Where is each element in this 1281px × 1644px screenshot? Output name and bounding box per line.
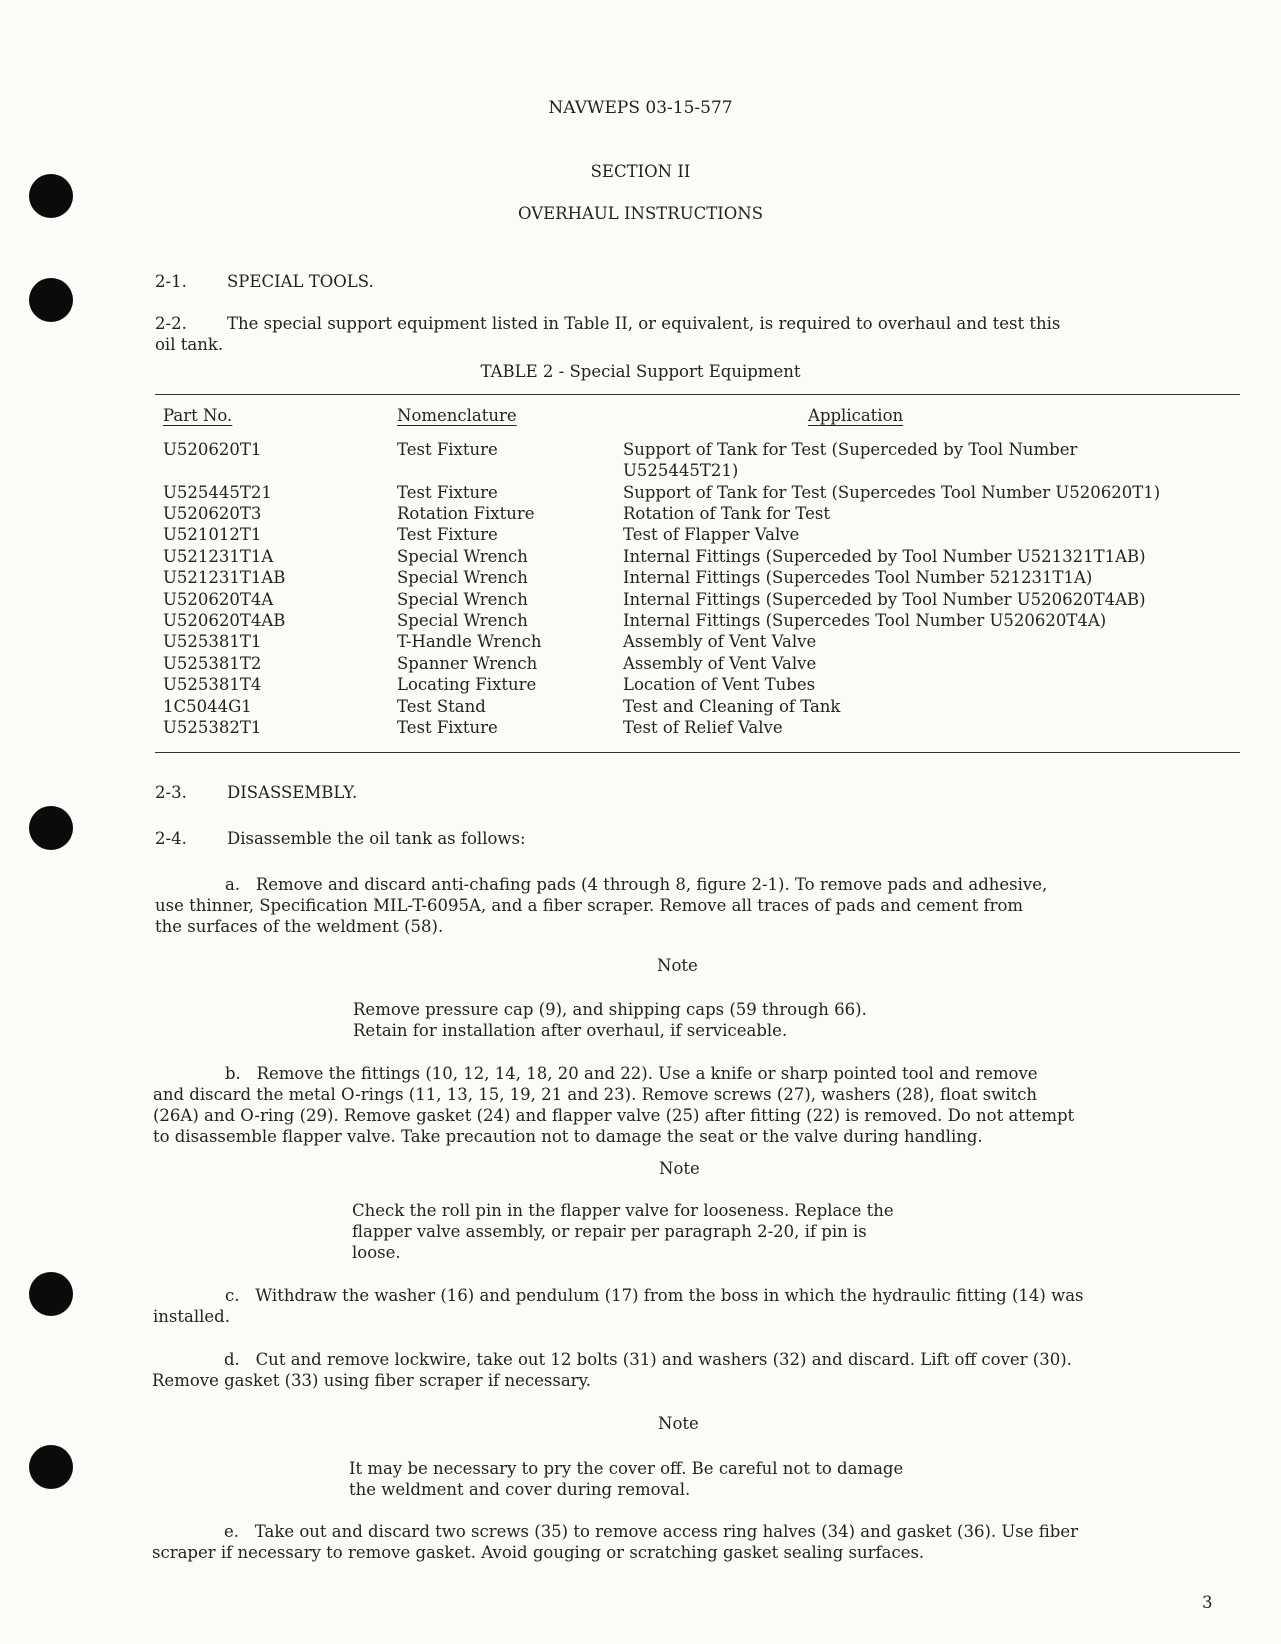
nomenclature: Test Fixture <box>397 483 498 502</box>
application: Assembly of Vent Valve <box>623 632 817 651</box>
part-number: U521231T1AB <box>163 568 286 587</box>
step-line: to disassemble flapper valve. Take precaution not to damage the seat or the valve during handling. <box>153 1127 983 1146</box>
step-b <box>153 1063 1074 1147</box>
step-line: Withdraw the washer (16) and pendulum (17) from the boss in which the hydraulic fitting (14) was <box>255 1286 1084 1305</box>
column-header-part-no: Part No. <box>163 406 233 425</box>
table-row <box>0 504 1281 526</box>
note-line: Remove pressure cap (9), and shipping caps (59 through 66). <box>353 1000 867 1019</box>
nomenclature: Test Fixture <box>397 525 498 544</box>
application: Assembly of Vent Valve <box>623 654 817 673</box>
column-header-application: Application <box>808 406 904 425</box>
note-line: It may be necessary to pry the cover off. Be careful not to damage <box>349 1459 904 1478</box>
part-number: U525381T2 <box>163 654 262 673</box>
table-row <box>0 440 1281 462</box>
note-line: Check the roll pin in the flapper valve for looseness. Replace the <box>352 1201 894 1220</box>
step-line: Cut and remove lockwire, take out 12 bolts (31) and washers (32) and discard. Lift off cover (30). <box>255 1350 1072 1369</box>
paragraph-number: 2-3. <box>155 783 187 802</box>
nomenclature: Test Fixture <box>397 440 498 459</box>
table-row <box>0 525 1281 547</box>
nomenclature: Rotation Fixture <box>397 504 535 523</box>
binder-hole-3 <box>29 806 73 850</box>
binder-hole-5 <box>29 1445 73 1489</box>
note-title: Note <box>659 1159 700 1178</box>
part-number: 1C5044G1 <box>163 697 252 716</box>
paragraph-2-1 <box>155 272 374 291</box>
table-row <box>0 547 1281 569</box>
part-number: U525381T4 <box>163 675 262 694</box>
part-number: U521231T1A <box>163 547 274 566</box>
step-line: (26A) and O-ring (29). Remove gasket (24) and flapper valve (25) after fitting (22) is removed. Do not attempt <box>153 1106 1075 1125</box>
application: Internal Fittings (Superceded by Tool Number U521321T1AB) <box>623 547 1146 566</box>
page-number: 3 <box>1202 1593 1213 1612</box>
paragraph-title: SPECIAL TOOLS. <box>227 272 374 291</box>
paragraph-number: 2-4. <box>155 829 187 848</box>
nomenclature: Spanner Wrench <box>397 654 538 673</box>
section-heading: SECTION II <box>590 162 691 181</box>
step-e <box>152 1521 1078 1563</box>
nomenclature: Special Wrench <box>397 568 528 587</box>
step-label: b. <box>225 1064 241 1083</box>
paragraph-2-2 <box>155 313 1060 355</box>
application: Test and Cleaning of Tank <box>623 697 841 716</box>
step-line: Take out and discard two screws (35) to remove access ring halves (34) and gasket (36). Use fiber <box>254 1522 1078 1541</box>
step-c <box>153 1285 1084 1327</box>
application: Test of Flapper Valve <box>623 525 800 544</box>
note-body <box>352 1200 894 1263</box>
note-body <box>349 1458 903 1500</box>
part-number: U521012T1 <box>163 525 262 544</box>
application: Rotation of Tank for Test <box>623 504 831 523</box>
step-label: d. <box>224 1350 240 1369</box>
table-header-row <box>0 406 1281 428</box>
part-number: U520620T4A <box>163 590 274 609</box>
step-d <box>152 1349 1072 1391</box>
note-line: the weldment and cover during removal. <box>349 1480 691 1499</box>
table-row <box>0 697 1281 719</box>
application: Internal Fittings (Superceded by Tool Number U520620T4AB) <box>623 590 1146 609</box>
step-line: scraper if necessary to remove gasket. Avoid gouging or scratching gasket sealing surfaces. <box>152 1543 925 1562</box>
step-line: and discard the metal O-rings (11, 13, 15, 19, 21 and 23). Remove screws (27), washers (28), float switch <box>153 1085 1038 1104</box>
column-header-nomenclature: Nomenclature <box>397 406 517 425</box>
part-number: U525382T1 <box>163 718 262 737</box>
nomenclature: Special Wrench <box>397 547 528 566</box>
paragraph-number: 2-2. <box>155 314 187 333</box>
part-number: U525381T1 <box>163 632 262 651</box>
table-bottom-rule <box>155 752 1240 753</box>
paragraph-2-4 <box>155 829 526 848</box>
note-title: Note <box>658 1414 699 1433</box>
paragraph-text: Disassemble the oil tank as follows: <box>227 829 526 848</box>
part-number: U520620T4AB <box>163 611 286 630</box>
application: Test of Relief Valve <box>623 718 783 737</box>
part-number: U520620T3 <box>163 504 262 523</box>
table-top-rule <box>155 394 1240 395</box>
table-row <box>0 611 1281 633</box>
binder-hole-4 <box>29 1272 73 1316</box>
note-line: flapper valve assembly, or repair per paragraph 2-20, if pin is <box>352 1222 867 1241</box>
nomenclature: T-Handle Wrench <box>397 632 542 651</box>
nomenclature: Test Fixture <box>397 718 498 737</box>
paragraph-line: oil tank. <box>155 335 224 354</box>
nomenclature: Test Stand <box>397 697 486 716</box>
application: Internal Fittings (Supercedes Tool Number U520620T4A) <box>623 611 1107 630</box>
note-line: Retain for installation after overhaul, if serviceable. <box>353 1021 788 1040</box>
table-row <box>0 483 1281 505</box>
table-row <box>0 568 1281 590</box>
document-number: NAVWEPS 03-15-577 <box>548 98 733 118</box>
part-number: U525445T21 <box>163 483 272 502</box>
binder-hole-2 <box>29 278 73 322</box>
step-line: Remove and discard anti-chafing pads (4 through 8, figure 2-1). To remove pads and adhesive, <box>255 875 1048 894</box>
step-line: the surfaces of the weldment (58). <box>155 917 444 936</box>
application: Support of Tank for Test (Superceded by Tool Number <box>623 440 1078 459</box>
application: Location of Vent Tubes <box>623 675 816 694</box>
nomenclature: Locating Fixture <box>397 675 537 694</box>
step-line: installed. <box>153 1307 230 1326</box>
table-row-continuation <box>0 461 1281 483</box>
nomenclature: Special Wrench <box>397 590 528 609</box>
paragraph-title: DISASSEMBLY. <box>227 783 358 802</box>
table-row <box>0 590 1281 612</box>
section-title: OVERHAUL INSTRUCTIONS <box>517 204 764 223</box>
step-label: e. <box>224 1522 240 1541</box>
table-row <box>0 632 1281 654</box>
step-label: a. <box>225 875 241 894</box>
table-row <box>0 675 1281 697</box>
note-body <box>353 999 867 1041</box>
step-line: Remove the fittings (10, 12, 14, 18, 20 and 22). Use a knife or sharp pointed tool and remove <box>256 1064 1038 1083</box>
part-number: U520620T1 <box>163 440 262 459</box>
application: U525445T21) <box>623 461 739 480</box>
table-caption: TABLE 2 - Special Support Equipment <box>480 362 801 381</box>
paragraph-number: 2-1. <box>155 272 187 291</box>
step-line: Remove gasket (33) using fiber scraper if necessary. <box>152 1371 591 1390</box>
table-row <box>0 718 1281 740</box>
application: Support of Tank for Test (Supercedes Tool Number U520620T1) <box>623 483 1161 502</box>
paragraph-2-3 <box>155 783 357 802</box>
note-title: Note <box>657 956 698 975</box>
note-line: loose. <box>352 1243 401 1262</box>
step-line: use thinner, Specification MIL-T-6095A, and a fiber scraper. Remove all traces of pads and cement from <box>155 896 1024 915</box>
paragraph-line: The special support equipment listed in Table II, or equivalent, is required to overhaul and test this <box>227 314 1061 333</box>
step-label: c. <box>225 1286 240 1305</box>
application: Internal Fittings (Supercedes Tool Number 521231T1A) <box>623 568 1093 587</box>
table-row <box>0 654 1281 676</box>
nomenclature: Special Wrench <box>397 611 528 630</box>
step-a <box>155 874 1047 937</box>
